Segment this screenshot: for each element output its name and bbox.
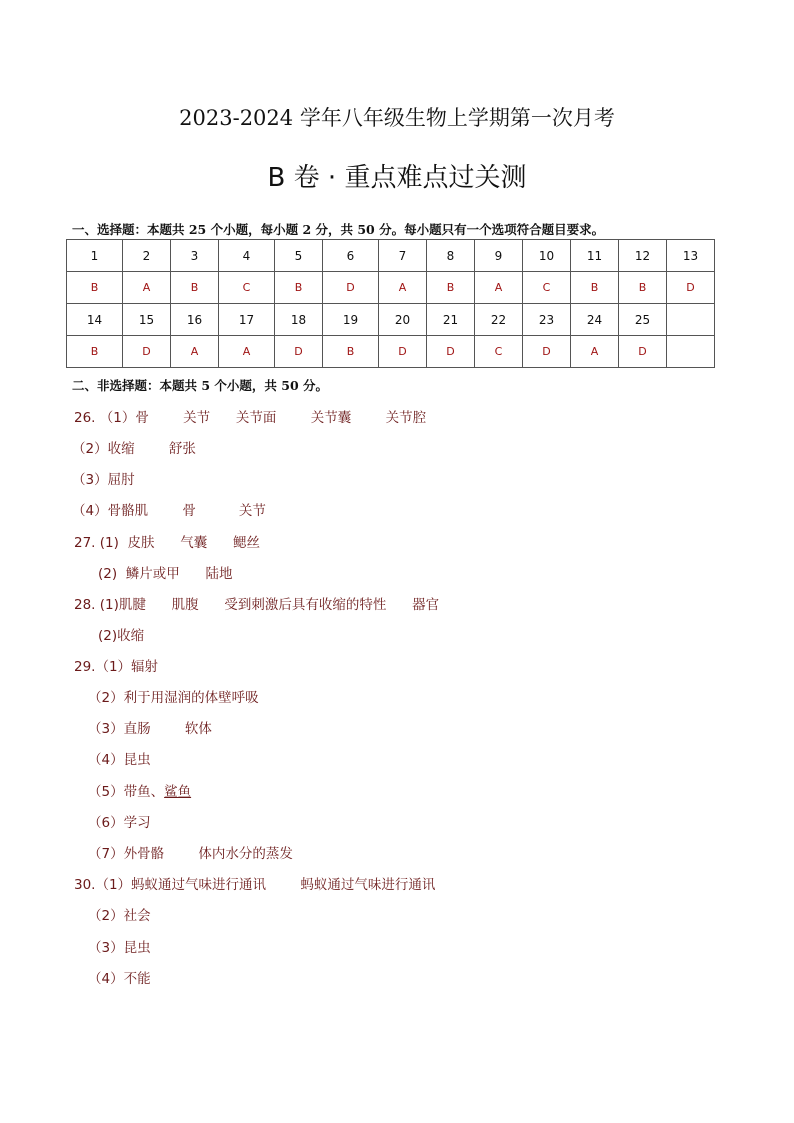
table-cell: B	[275, 272, 323, 304]
table-cell: A	[379, 272, 427, 304]
table-cell: 6	[323, 240, 379, 272]
table-cell: 9	[475, 240, 523, 272]
table-cell: 8	[427, 240, 475, 272]
table-cell	[667, 336, 715, 368]
table-cell: 1	[67, 240, 123, 272]
table-row-answers-1	[67, 272, 715, 304]
answer-text-underlined: 鲨鱼	[164, 784, 192, 800]
answer-line-30-2: （2）社会	[88, 908, 151, 924]
table-row-answers-2	[67, 336, 715, 368]
table-cell: 12	[619, 240, 667, 272]
table-cell: 11	[571, 240, 619, 272]
table-cell	[667, 304, 715, 336]
table-cell: 2	[123, 240, 171, 272]
table-cell: 7	[379, 240, 427, 272]
table-cell: 4	[219, 240, 275, 272]
answer-line-28-2: (2)收缩	[98, 628, 145, 644]
table-cell: 20	[379, 304, 427, 336]
table-cell: 22	[475, 304, 523, 336]
answer-line-29-3: （3）直肠 软体	[88, 721, 212, 737]
section-heading-non-choice: 二、非选择题：本题共 5 个小题，共 50 分。	[72, 378, 329, 393]
table-cell: D	[523, 336, 571, 368]
table-cell: D	[379, 336, 427, 368]
answer-line-26-4: （4）骨骼肌 骨 关节	[72, 503, 266, 519]
answer-line-30-3: （3）昆虫	[88, 940, 151, 956]
answer-line-26-1: 26. （1）骨 关节 关节面 关节囊 关节腔	[74, 410, 427, 426]
table-cell: 3	[171, 240, 219, 272]
answer-line-26-3: （3）屈肘	[72, 472, 135, 488]
answer-line-29-1: 29.（1）辐射	[74, 659, 159, 675]
answer-table	[66, 239, 715, 368]
table-cell: D	[275, 336, 323, 368]
table-cell: 5	[275, 240, 323, 272]
table-cell: D	[323, 272, 379, 304]
table-cell: 15	[123, 304, 171, 336]
table-cell: 24	[571, 304, 619, 336]
table-cell: A	[123, 272, 171, 304]
answer-line-27-1: 27. (1) 皮肤 气囊 鳃丝	[74, 535, 260, 551]
page-subtitle: B 卷 · 重点难点过关测	[267, 163, 527, 193]
answer-line-29-4: （4）昆虫	[88, 752, 151, 768]
section-heading-choice: 一、选择题：本题共 25 个小题，每小题 2 分，共 50 分。每小题只有一个选项符合题目要求。	[72, 222, 605, 237]
table-cell: C	[475, 336, 523, 368]
answer-line-29-5	[88, 780, 191, 800]
table-cell: A	[171, 336, 219, 368]
table-cell: 13	[667, 240, 715, 272]
answer-line-27-2: (2) 鳞片或甲 陆地	[98, 566, 233, 582]
table-cell: 23	[523, 304, 571, 336]
table-cell: 25	[619, 304, 667, 336]
table-cell: B	[619, 272, 667, 304]
table-cell: C	[523, 272, 571, 304]
table-cell: 18	[275, 304, 323, 336]
answer-line-30-4: （4）不能	[88, 971, 151, 987]
table-cell: B	[323, 336, 379, 368]
table-cell: C	[219, 272, 275, 304]
table-cell: B	[171, 272, 219, 304]
table-cell: 21	[427, 304, 475, 336]
page-title: 2023-2024 学年八年级生物上学期第一次月考	[179, 106, 615, 130]
table-cell: 19	[323, 304, 379, 336]
table-cell: D	[667, 272, 715, 304]
answer-line-29-2: （2）利于用湿润的体壁呼吸	[88, 690, 259, 706]
answer-line-29-6: （6）学习	[88, 815, 151, 831]
table-cell: A	[219, 336, 275, 368]
table-cell: A	[571, 336, 619, 368]
table-cell: D	[123, 336, 171, 368]
answer-line-30-1: 30.（1）蚂蚁通过气味进行通讯 蚂蚁通过气味进行通讯	[74, 877, 436, 893]
answer-line-26-2: （2）收缩 舒张	[72, 441, 196, 457]
table-cell: 17	[219, 304, 275, 336]
table-row-numbers-1	[67, 240, 715, 272]
table-cell: D	[427, 336, 475, 368]
table-cell: 16	[171, 304, 219, 336]
table-cell: B	[67, 336, 123, 368]
table-cell: 10	[523, 240, 571, 272]
table-cell: B	[571, 272, 619, 304]
table-cell: A	[475, 272, 523, 304]
table-cell: 14	[67, 304, 123, 336]
table-cell: B	[427, 272, 475, 304]
table-cell: D	[619, 336, 667, 368]
answer-text: （5）带鱼、	[88, 784, 165, 800]
table-row-numbers-2	[67, 304, 715, 336]
table-cell: B	[67, 272, 123, 304]
answer-line-29-7: （7）外骨骼 体内水分的蒸发	[88, 846, 293, 862]
answer-line-28-1: 28. (1)肌腱 肌腹 受到刺激后具有收缩的特性 器官	[74, 597, 440, 613]
